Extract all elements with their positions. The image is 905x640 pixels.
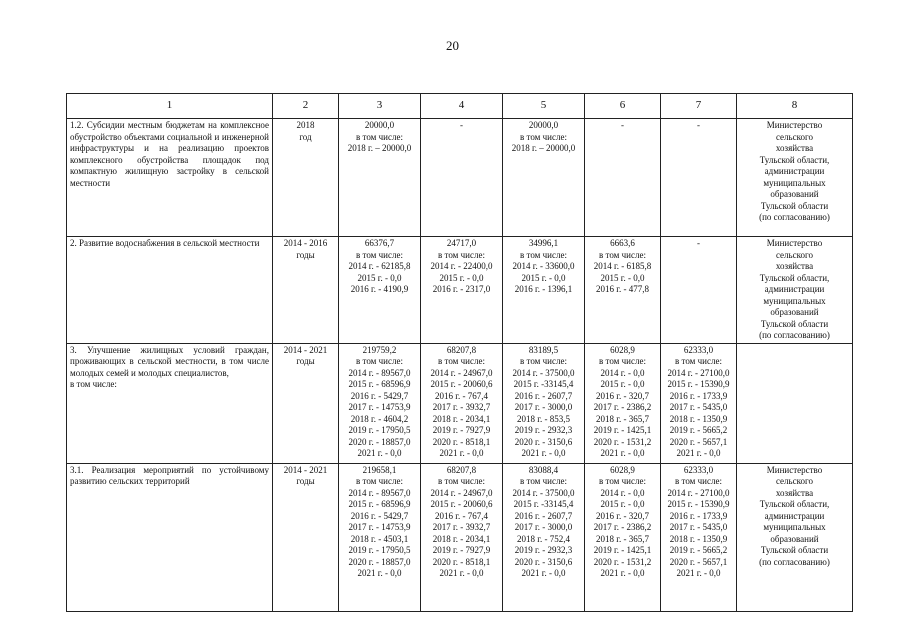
cell-line: годы bbox=[296, 249, 315, 260]
cell-line: 2018 г. - 1350,9 bbox=[669, 533, 728, 544]
regional-cell bbox=[503, 237, 585, 344]
cell-line: 2015 г. - 0,0 bbox=[600, 272, 645, 283]
program-table bbox=[66, 93, 853, 612]
cell-line: 6663,6 bbox=[610, 238, 635, 248]
cell-line: 2019 г. - 17950,5 bbox=[348, 545, 411, 555]
cell-line: 62333,0 bbox=[683, 464, 714, 475]
cell-line: 2014 г. - 33600,0 bbox=[512, 261, 575, 271]
header-cell: 3 bbox=[339, 94, 421, 119]
cell-line: 2021 г. - 0,0 bbox=[357, 568, 402, 578]
header-cell: 2 bbox=[273, 94, 339, 119]
cell-line: 2021 г. - 0,0 bbox=[600, 568, 645, 578]
cell-line: хозяйства bbox=[775, 487, 814, 498]
cell-line: 2018 г. - 4503,1 bbox=[350, 533, 409, 544]
cell-line: 2016 г. - 5429,7 bbox=[350, 510, 409, 521]
cell-line: сельского bbox=[775, 476, 814, 486]
cell-line: администрации bbox=[764, 166, 825, 176]
cell-line: 2017 г. - 5435,0 bbox=[669, 522, 728, 532]
cell-line: 2018 г. - 365,7 bbox=[596, 413, 649, 424]
cell-line: 2015 г. - 68596,9 bbox=[348, 499, 411, 509]
cell-line: 2021 г. - 0,0 bbox=[357, 448, 402, 458]
cell-line: 2020 г. - 3150,6 bbox=[514, 556, 573, 567]
cell-line: Тульской области bbox=[760, 200, 829, 211]
cell-line: 2017 г. - 3932,7 bbox=[432, 402, 491, 412]
cell-line: 62333,0 bbox=[683, 344, 714, 355]
extra-cell bbox=[661, 463, 737, 611]
executor-cell bbox=[737, 237, 853, 344]
page-number: 20 bbox=[446, 38, 459, 53]
cell-line: в том числе: bbox=[520, 356, 567, 366]
extra-cell bbox=[661, 237, 737, 344]
cell-line: 219658,1 bbox=[362, 464, 397, 475]
cell-line: 2019 г. - 7927,9 bbox=[432, 425, 491, 435]
cell-line: 2015 г. - 0,0 bbox=[600, 499, 645, 509]
period-cell bbox=[273, 463, 339, 611]
cell-line: 2015 г. - 20060,6 bbox=[430, 379, 493, 389]
cell-line: 2016 г. - 767,4 bbox=[435, 510, 488, 521]
header-cell: 7 bbox=[661, 94, 737, 119]
cell-line: 2019 г. - 5665,2 bbox=[669, 545, 728, 555]
total-cell bbox=[339, 463, 421, 611]
cell-line: 2014 г. - 24967,0 bbox=[430, 487, 493, 498]
cell-line: 2017 г. - 3000,0 bbox=[514, 522, 573, 532]
cell-line: 2018 г. - 4604,2 bbox=[350, 413, 409, 424]
cell-line: Министерство bbox=[766, 238, 823, 248]
table-row bbox=[67, 343, 853, 463]
cell-line: 68207,8 bbox=[446, 464, 477, 475]
cell-line: 2018 г. – 20000,0 bbox=[347, 143, 412, 153]
period-cell bbox=[273, 119, 339, 237]
cell-line: 2017 г. - 14753,9 bbox=[348, 402, 411, 412]
cell-line: 2014 - 2021 bbox=[283, 344, 328, 355]
cell-line: сельского bbox=[775, 131, 814, 142]
cell-line: 2014 г. - 24967,0 bbox=[430, 367, 493, 378]
cell-line: 2021 г. - 0,0 bbox=[521, 448, 566, 458]
cell-line: 2016 г. - 2607,7 bbox=[514, 510, 573, 521]
cell-line: 2021 г. - 0,0 bbox=[676, 448, 721, 458]
cell-line: 2021 г. - 0,0 bbox=[521, 568, 566, 578]
executor-cell bbox=[737, 463, 853, 611]
period-cell bbox=[273, 343, 339, 463]
cell-line: Министерство bbox=[766, 464, 823, 475]
cell-line: муниципальных bbox=[763, 177, 826, 188]
cell-line: 2020 г. - 18857,0 bbox=[348, 556, 411, 567]
cell-line: 2015 г. -33145,4 bbox=[513, 499, 574, 509]
cell-line: 2016 г. - 320,7 bbox=[596, 390, 649, 401]
cell-line: 2016 г. - 477,8 bbox=[596, 284, 649, 294]
measure-description: 3. Улучшение жилищных условий граждан, проживающих в сельской местности, в том числе молодых семей и молодых специалистов, в том числе: bbox=[67, 343, 273, 463]
cell-line: 2020 г. - 18857,0 bbox=[348, 436, 411, 447]
federal-cell bbox=[421, 343, 503, 463]
cell-line: муниципальных bbox=[763, 295, 826, 306]
extra-cell bbox=[661, 119, 737, 237]
cell-line: 2015 г. - 0,0 bbox=[600, 379, 645, 389]
cell-line: 2021 г. - 0,0 bbox=[676, 568, 721, 578]
cell-line: в том числе: bbox=[438, 476, 485, 486]
cell-line: 2015 г. - 68596,9 bbox=[348, 379, 411, 389]
federal-cell bbox=[421, 119, 503, 237]
cell-line: 68207,8 bbox=[446, 344, 477, 355]
header-row bbox=[67, 94, 853, 119]
cell-line: 2017 г. - 3932,7 bbox=[432, 522, 491, 532]
cell-line: в том числе: bbox=[356, 249, 403, 260]
cell-line: в том числе: bbox=[599, 476, 646, 486]
cell-line: 2017 г. - 3000,0 bbox=[514, 402, 573, 412]
cell-line: 2015 г. - 15390,9 bbox=[667, 379, 730, 389]
cell-line: 2014 г. - 0,0 bbox=[600, 487, 645, 498]
cell-line: 2020 г. - 3150,6 bbox=[514, 436, 573, 447]
header-cell: 8 bbox=[737, 94, 853, 119]
cell-line: годы bbox=[296, 476, 315, 486]
header-cell: 1 bbox=[67, 94, 273, 119]
cell-line: хозяйства bbox=[775, 143, 814, 153]
cell-line: 20000,0 bbox=[364, 120, 395, 130]
cell-line: 2014 г. - 37500,0 bbox=[512, 367, 575, 378]
cell-line: Тульской области bbox=[760, 318, 829, 329]
federal-cell bbox=[421, 463, 503, 611]
header-cell: 5 bbox=[503, 94, 585, 119]
cell-line: 2017 г. - 2386,2 bbox=[593, 402, 652, 412]
cell-line: 2019 г. - 2932,3 bbox=[514, 425, 573, 435]
cell-line: 2018 г. - 2034,1 bbox=[432, 413, 491, 424]
table-row bbox=[67, 237, 853, 344]
cell-line: 2018 bbox=[296, 120, 315, 130]
header-cell: 6 bbox=[585, 94, 661, 119]
cell-line: 2021 г. - 0,0 bbox=[439, 448, 484, 458]
cell-line: 2015 г. - 20060,6 bbox=[430, 499, 493, 509]
cell-line: 2019 г. - 17950,5 bbox=[348, 425, 411, 435]
measure-description: 2. Развитие водоснабжения в сельской местности bbox=[67, 237, 273, 344]
cell-line: 219759,2 bbox=[362, 344, 397, 355]
cell-line: 2014 г. - 22400,0 bbox=[430, 261, 493, 271]
cell-line: в том числе: bbox=[438, 356, 485, 366]
cell-line: сельского bbox=[775, 249, 814, 260]
cell-line: 2015 г. - 0,0 bbox=[357, 272, 402, 283]
cell-line: 83189,5 bbox=[528, 344, 559, 355]
cell-line: в том числе: bbox=[356, 131, 403, 142]
cell-line: 2015 г. - 0,0 bbox=[439, 272, 484, 283]
cell-line: 2016 г. - 1733,9 bbox=[669, 390, 728, 401]
total-cell bbox=[339, 343, 421, 463]
federal-cell bbox=[421, 237, 503, 344]
cell-line: 24717,0 bbox=[446, 238, 477, 248]
executor-cell bbox=[737, 119, 853, 237]
regional-cell bbox=[503, 463, 585, 611]
cell-line: 2015 г. -33145,4 bbox=[513, 379, 574, 389]
cell-line: 2021 г. - 0,0 bbox=[439, 568, 484, 578]
cell-line: 83088,4 bbox=[528, 464, 559, 475]
cell-line: 2015 г. - 15390,9 bbox=[667, 499, 730, 509]
cell-line: 2019 г. - 1425,1 bbox=[593, 425, 652, 435]
cell-line: Тульской области, bbox=[759, 499, 830, 509]
table-body bbox=[67, 119, 853, 612]
cell-line: в том числе: bbox=[675, 476, 722, 486]
local-cell bbox=[585, 237, 661, 344]
cell-line: образований bbox=[770, 189, 819, 199]
cell-line: 2014 г. - 89567,0 bbox=[348, 367, 411, 378]
cell-line: 2014 г. - 0,0 bbox=[600, 367, 645, 378]
regional-cell bbox=[503, 119, 585, 237]
regional-cell bbox=[503, 343, 585, 463]
executor-cell bbox=[737, 343, 853, 463]
table-row bbox=[67, 119, 853, 237]
cell-line: 2020 г. - 8518,1 bbox=[432, 436, 491, 447]
cell-line: 2020 г. - 1531,2 bbox=[593, 556, 652, 567]
cell-line: 2018 г. - 2034,1 bbox=[432, 533, 491, 544]
table-row bbox=[67, 463, 853, 611]
cell-line: 2014 г. - 89567,0 bbox=[348, 487, 411, 498]
cell-line: (по согласованию) bbox=[759, 330, 830, 340]
cell-line: - bbox=[697, 120, 700, 130]
cell-line: 2018 г. - 853,5 bbox=[517, 413, 570, 424]
cell-line: 2017 г. - 2386,2 bbox=[593, 522, 652, 532]
cell-line: в том числе: bbox=[356, 476, 403, 486]
cell-line: 2018 г. - 365,7 bbox=[596, 533, 649, 544]
cell-line: 2015 г. - 0,0 bbox=[521, 272, 566, 283]
cell-line: 2019 г. - 1425,1 bbox=[593, 545, 652, 555]
local-cell bbox=[585, 343, 661, 463]
total-cell bbox=[339, 237, 421, 344]
cell-line: администрации bbox=[764, 510, 825, 521]
cell-line: 2014 г. - 62185,8 bbox=[348, 261, 411, 271]
cell-line: 2019 г. - 5665,2 bbox=[669, 425, 728, 435]
cell-line: Тульской области bbox=[760, 545, 829, 555]
cell-line: 34996,1 bbox=[528, 238, 559, 248]
cell-line: администрации bbox=[764, 284, 825, 294]
local-cell bbox=[585, 463, 661, 611]
cell-line: 2018 г. - 1350,9 bbox=[669, 413, 728, 424]
cell-line: 2014 - 2016 bbox=[283, 238, 328, 248]
cell-line: 2018 г. – 20000,0 bbox=[511, 143, 576, 153]
cell-line: 20000,0 bbox=[528, 120, 559, 130]
cell-line: Министерство bbox=[766, 120, 823, 130]
cell-line: 2016 г. - 1733,9 bbox=[669, 510, 728, 521]
cell-line: годы bbox=[296, 356, 315, 366]
cell-line: 66376,7 bbox=[364, 238, 395, 248]
cell-line: 2014 - 2021 bbox=[283, 464, 328, 475]
cell-line: 2016 г. - 2607,7 bbox=[514, 390, 573, 401]
cell-line: 2016 г. - 1396,1 bbox=[514, 284, 573, 294]
cell-line: - bbox=[460, 120, 463, 130]
total-cell bbox=[339, 119, 421, 237]
cell-line: 6028,9 bbox=[610, 464, 635, 475]
cell-line: 2016 г. - 2317,0 bbox=[432, 284, 491, 294]
cell-line: 2019 г. - 2932,3 bbox=[514, 545, 573, 555]
cell-line: (по согласованию) bbox=[759, 212, 830, 222]
cell-line: хозяйства bbox=[775, 261, 814, 271]
cell-line: 2020 г. - 1531,2 bbox=[593, 436, 652, 447]
cell-line: муниципальных bbox=[763, 522, 826, 532]
cell-line: год bbox=[299, 131, 312, 142]
cell-line: 2020 г. - 5657,1 bbox=[669, 556, 728, 567]
cell-line: 6028,9 bbox=[610, 344, 635, 355]
cell-line: образований bbox=[770, 307, 819, 317]
cell-line: 2017 г. - 14753,9 bbox=[348, 522, 411, 532]
cell-line: - bbox=[621, 120, 624, 130]
cell-line: - bbox=[697, 238, 700, 248]
measure-description: 3.1. Реализация мероприятий по устойчивому развитию сельских территорий bbox=[67, 463, 273, 611]
cell-line: в том числе: bbox=[675, 356, 722, 366]
cell-line: 2014 г. - 27100,0 bbox=[667, 487, 730, 498]
cell-line: Тульской области, bbox=[759, 154, 830, 165]
cell-line: 2016 г. - 5429,7 bbox=[350, 390, 409, 401]
cell-line: в том числе: bbox=[520, 249, 567, 260]
cell-line: 2016 г. - 4190,9 bbox=[350, 284, 409, 294]
cell-line: в том числе: bbox=[438, 249, 485, 260]
cell-line: в том числе: bbox=[599, 356, 646, 366]
cell-line: 2016 г. - 320,7 bbox=[596, 510, 649, 521]
cell-line: 2014 г. - 6185,8 bbox=[593, 261, 652, 271]
period-cell bbox=[273, 237, 339, 344]
cell-line: 2018 г. - 752,4 bbox=[517, 533, 570, 544]
cell-line: 2020 г. - 8518,1 bbox=[432, 556, 491, 567]
local-cell bbox=[585, 119, 661, 237]
cell-line: 2014 г. - 27100,0 bbox=[667, 367, 730, 378]
header-cell: 4 bbox=[421, 94, 503, 119]
cell-line: в том числе: bbox=[520, 476, 567, 486]
extra-cell bbox=[661, 343, 737, 463]
cell-line: в том числе: bbox=[356, 356, 403, 366]
cell-line: Тульской области, bbox=[759, 272, 830, 283]
cell-line: образований bbox=[770, 533, 819, 544]
cell-line: 2014 г. - 37500,0 bbox=[512, 487, 575, 498]
cell-line: (по согласованию) bbox=[759, 556, 830, 567]
cell-line: в том числе: bbox=[599, 249, 646, 260]
cell-line: 2016 г. - 767,4 bbox=[435, 390, 488, 401]
cell-line: в том числе: bbox=[520, 131, 567, 142]
measure-description: 1.2. Субсидии местным бюджетам на комплексное обустройство объектами социальной и инженерной инфраструктуры и на реализацию проектов комплексного обустройства площадок под компактную жилищную застройку в сельской местности bbox=[67, 119, 273, 237]
cell-line: 2020 г. - 5657,1 bbox=[669, 436, 728, 447]
cell-line: 2019 г. - 7927,9 bbox=[432, 545, 491, 555]
cell-line: 2021 г. - 0,0 bbox=[600, 448, 645, 458]
cell-line: 2017 г. - 5435,0 bbox=[669, 402, 728, 412]
